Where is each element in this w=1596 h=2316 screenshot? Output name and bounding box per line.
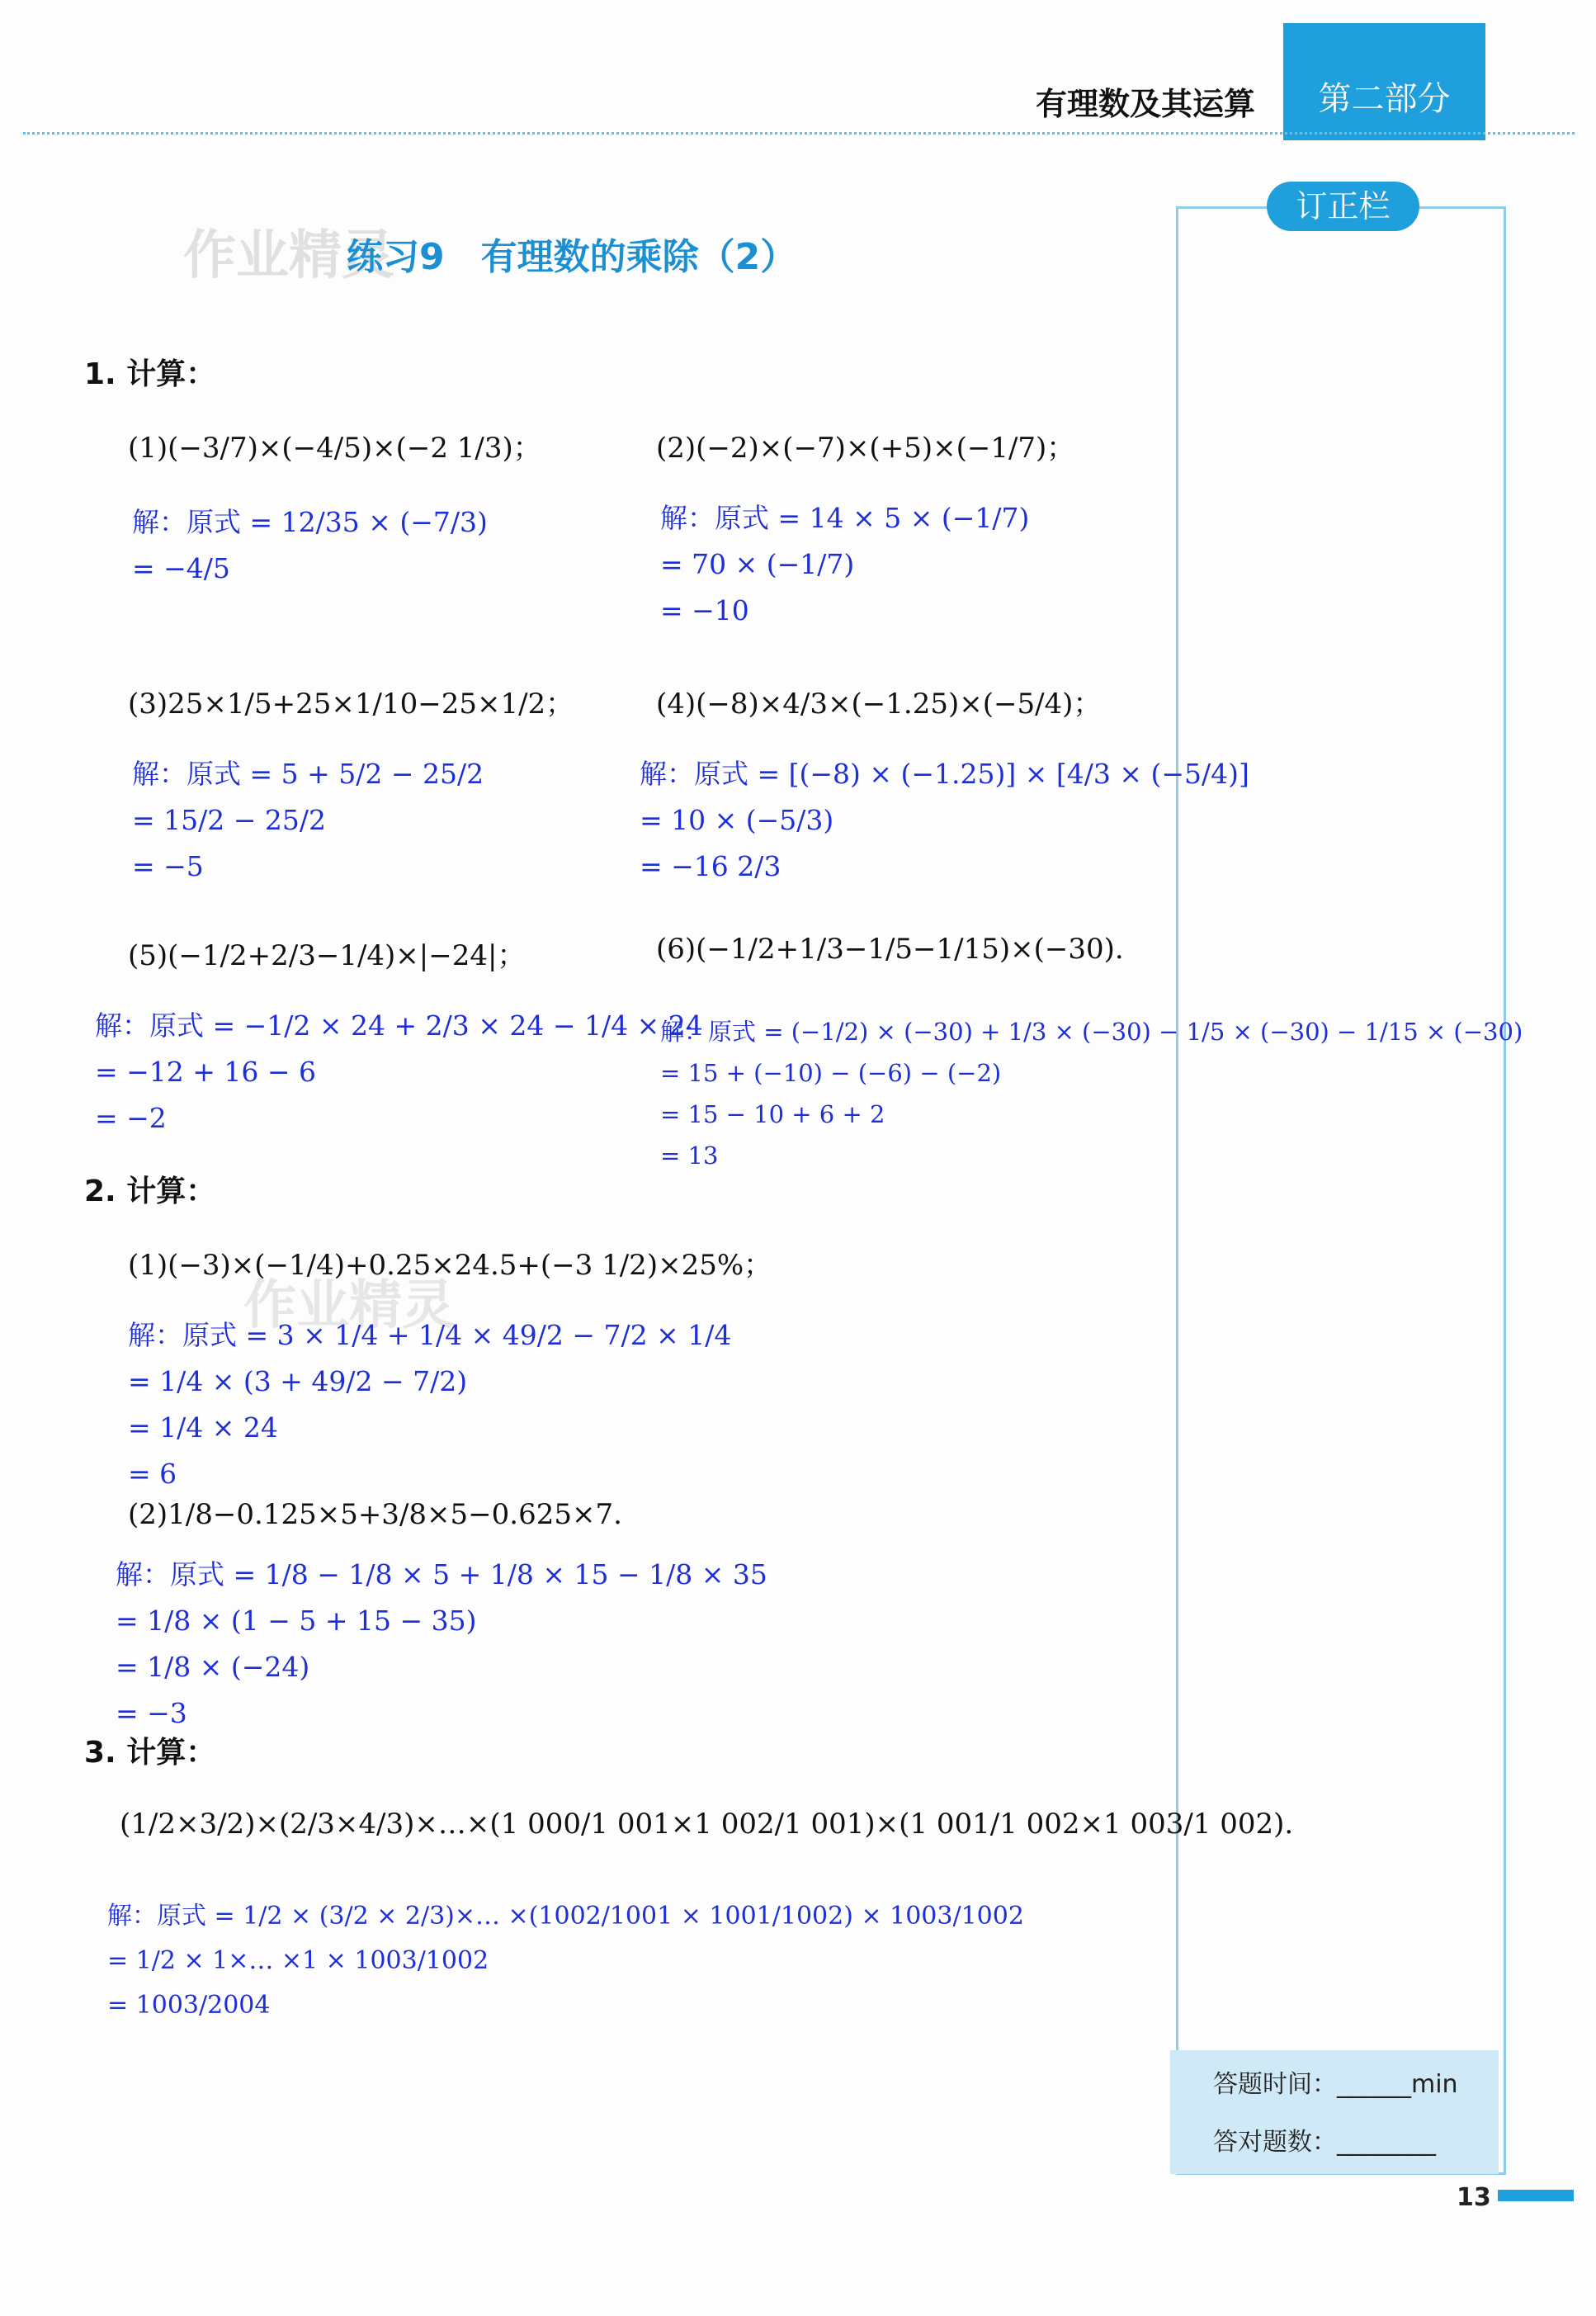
solution-step: = 1/2 × 1×… ×1 × 1003/1002	[107, 1946, 489, 1975]
q1-problem-6: (6)(−1/2+1/3−1/5−1/15)×(−30).	[656, 933, 1124, 966]
q3-problem: (1/2×3/2)×(2/3×4/3)×…×(1 000/1 001×1 002/1 001)×(1 001/1 002×1 003/1 002).	[120, 1808, 1294, 1841]
correction-column-label: 订正栏	[1267, 182, 1419, 231]
header-title: 有理数及其运算	[1036, 86, 1256, 122]
solution-step: = −4/5	[132, 552, 230, 584]
solution-step: = −12 + 16 − 6	[95, 1056, 317, 1088]
q2-problem-1: (1)(−3)×(−1/4)+0.25×24.5+(−3 1/2)×25%；	[128, 1249, 772, 1282]
q1-problem-3: (3)25×1/5+25×1/10−25×1/2；	[128, 688, 574, 721]
q1-solution-5	[95, 1003, 703, 1141]
q1-solution-1	[132, 499, 488, 592]
q1-problem-5: (5)(−1/2+2/3−1/4)×|−24|；	[128, 939, 526, 972]
q2-problem-2: (2)1/8−0.125×5+3/8×5−0.625×7.	[128, 1498, 622, 1531]
solution-step: 解：原式 = 5 + 5/2 − 25/2	[132, 758, 484, 790]
solution-step: = −3	[116, 1697, 187, 1729]
question-1-heading: 1. 计算：	[84, 357, 216, 391]
solution-step: 解：原式 = 3 × 1/4 + 1/4 × 49/2 − 7/2 × 1/4	[128, 1319, 732, 1351]
answer-time-field: 答题时间：______min	[1213, 2070, 1458, 2099]
solution-step: = 70 × (−1/7)	[660, 548, 855, 580]
solution-step: 解：原式 = 1/2 × (3/2 × 2/3)×… ×(1002/1001 × 1001/1002) × 1003/1002	[107, 1902, 1024, 1931]
solution-step: = 13	[660, 1141, 719, 1170]
solution-step: = −10	[660, 594, 749, 626]
question-2-heading: 2. 计算：	[84, 1175, 216, 1208]
solution-step: 解：原式 = [(−8) × (−1.25)] × [4/3 × (−5/4)]	[640, 758, 1249, 790]
solution-step: = 1/8 × (−24)	[116, 1651, 310, 1683]
q1-problem-1: (1)(−3/7)×(−4/5)×(−2 1/3)；	[128, 432, 541, 465]
solution-step: = 6	[128, 1458, 177, 1490]
header-divider	[23, 132, 1575, 135]
solution-step: 解：原式 = 12/35 × (−7/3)	[132, 506, 488, 538]
section-tab: 第二部分	[1283, 23, 1485, 140]
solution-step: = 1003/2004	[107, 1991, 271, 2020]
solution-step: = −16 2/3	[640, 850, 781, 882]
page-number-bar	[1498, 2190, 1574, 2201]
correct-count-field: 答对题数：________	[1213, 2128, 1436, 2157]
solution-step: = 15 − 10 + 6 + 2	[660, 1100, 885, 1128]
question-3-heading: 3. 计算：	[84, 1736, 216, 1770]
q1-problem-4: (4)(−8)×4/3×(−1.25)×(−5/4)；	[656, 688, 1102, 721]
solution-step: = −5	[132, 850, 204, 882]
q2-solution-1	[128, 1312, 731, 1497]
solution-step: = 15/2 − 25/2	[132, 804, 326, 836]
solution-step: = 1/8 × (1 − 5 + 15 − 35)	[116, 1605, 477, 1637]
q1-solution-2	[660, 495, 1029, 634]
solution-step: = −2	[95, 1102, 167, 1134]
solution-step: = 15 + (−10) − (−6) − (−2)	[660, 1059, 1002, 1087]
watermark: 作业精灵	[243, 1275, 455, 1336]
q2-solution-2	[116, 1552, 767, 1737]
q1-problem-2: (2)(−2)×(−7)×(+5)×(−1/7)；	[656, 432, 1075, 465]
solution-step: 解：原式 = 1/8 − 1/8 × 5 + 1/8 × 15 − 1/8 × 35	[116, 1558, 767, 1590]
solution-step: 解：原式 = (−1/2) × (−30) + 1/3 × (−30) − 1/5 × (−30) − 1/15 × (−30)	[660, 1018, 1523, 1046]
solution-step: 解：原式 = 14 × 5 × (−1/7)	[660, 502, 1030, 534]
q1-solution-4	[640, 751, 1249, 890]
page-number: 13	[1457, 2183, 1491, 2212]
q1-solution-6	[660, 1011, 1523, 1176]
exercise-title: 练习9 有理数的乘除（2）	[347, 236, 797, 278]
solution-step: = 10 × (−5/3)	[640, 804, 834, 836]
solution-step: = 1/4 × (3 + 49/2 − 7/2)	[128, 1365, 468, 1397]
solution-step: = 1/4 × 24	[128, 1411, 278, 1444]
q1-solution-3	[132, 751, 484, 890]
solution-step: 解：原式 = −1/2 × 24 + 2/3 × 24 − 1/4 × 24	[95, 1009, 703, 1042]
watermark: 作业精灵	[183, 225, 394, 286]
correction-column	[1176, 206, 1506, 2175]
q3-solution	[107, 1894, 1024, 2028]
